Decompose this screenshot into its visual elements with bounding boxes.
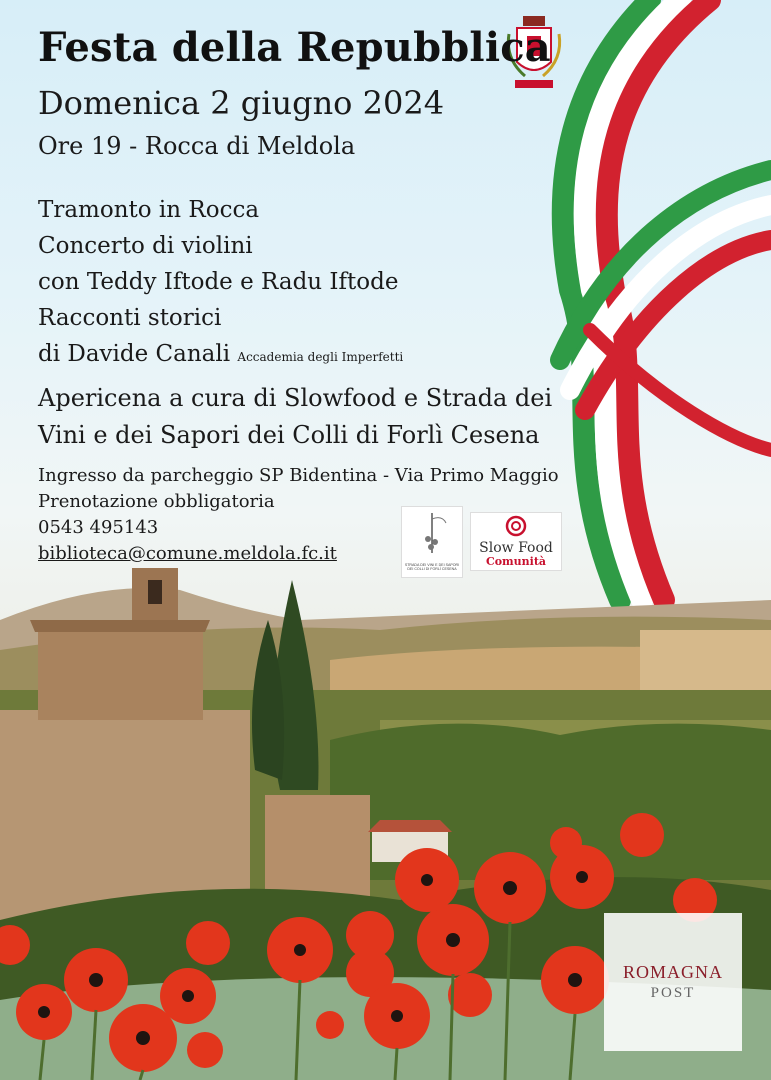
event-date: Domenica 2 giugno 2024 <box>38 84 445 122</box>
page-title: Festa della Repubblica <box>38 24 551 71</box>
phone-number: 0543 495143 <box>38 517 159 538</box>
program-line: Racconti storici <box>38 305 222 331</box>
event-time-place: Ore 19 - Rocca di Meldola <box>38 132 356 160</box>
program-line: Concerto di violini <box>38 233 253 259</box>
italian-flag-ribbon <box>530 0 771 620</box>
romagna-post-watermark <box>604 913 742 1051</box>
speaker-name: di Davide Canali <box>38 341 231 367</box>
program-line: Tramonto in Rocca <box>38 197 260 223</box>
slowfood-name: Slow Food <box>479 540 553 556</box>
program-line <box>38 341 403 367</box>
booking-info: Prenotazione obbligatoria <box>38 491 275 512</box>
snail-icon <box>503 515 529 537</box>
apericena-line: Vini e dei Sapori dei Colli di Forlì Cesena <box>38 421 540 449</box>
speaker-affiliation: Accademia degli Imperfetti <box>237 350 404 364</box>
watermark-bottom: POST <box>650 985 696 1001</box>
strada-vini-caption: STRADA DEI VINI E DEI SAPORI DEI COLLI DI FORLÌ CESENA <box>404 563 460 571</box>
watermark-top: ROMAGNA <box>622 962 723 982</box>
entrance-info: Ingresso da parcheggio SP Bidentina - Via Primo Maggio <box>38 465 559 486</box>
email-link[interactable]: biblioteca@comune.meldola.fc.it <box>38 543 337 564</box>
apericena-line: Apericena a cura di Slowfood e Strada dei <box>38 384 553 412</box>
slowfood-community: Comunità <box>485 555 547 568</box>
program-line: con Teddy Iftode e Radu Iftode <box>38 269 399 295</box>
